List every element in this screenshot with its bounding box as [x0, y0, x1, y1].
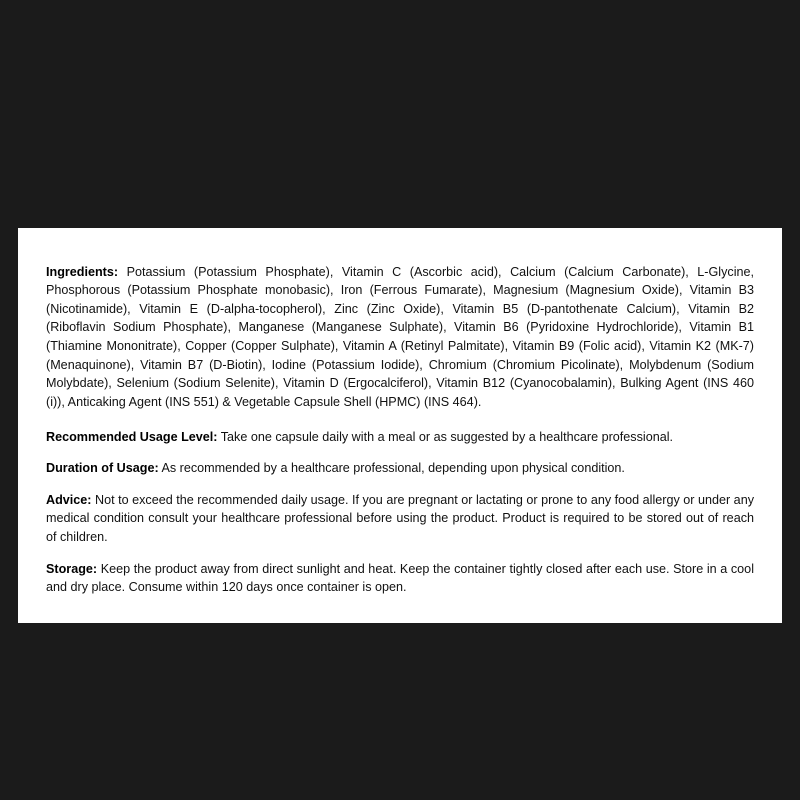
- duration-of-usage-heading: Duration of Usage:: [46, 461, 159, 476]
- storage-text: Keep the product away from direct sunlight and heat. Keep the container tightly closed after each use. Store in a cool and dry place. Consume within 120 days once container is open.: [46, 561, 754, 595]
- recommended-usage-section: [46, 428, 754, 447]
- storage-heading: Storage:: [46, 561, 98, 576]
- ingredients-heading: Ingredients:: [46, 264, 119, 279]
- ingredients-text: Potassium (Potassium Phosphate), Vitamin C (Ascorbic acid), Calcium (Calcium Carbonate), L-Glycine, Phosphorous (Potassium Phosphate monobasic), Iron (Ferrous Fumarate), Magnesium (Magnesium Oxide), Vitamin B3 (Nicotinamide), Vitamin E (D-alpha-tocopherol), Zinc (Zinc Oxide), Vitamin B5 (D-pantothenate Calcium), Vitamin B2 (Riboflavin Sodium Phosphate), Manganese (Manganese Sulphate), Vitamin B6 (Pyridoxine Hydrochloride), Vitamin B1 (Thiamine Mononitrate), Copper (Copper Sulphate), Vitamin A (Retinyl Palmitate), Vitamin B9 (Folic acid), Vitamin K2 (MK-7) (Menaquinone), Vitamin B7 (D-Biotin), Iodine (Potassium Iodide), Chromium (Chromium Picolinate), Molybdenum (Sodium Molybdate), Selenium (Sodium Selenite), Vitamin D (Ergocalciferol), Vitamin B12 (Cyanocobalamin), Bulking Agent (INS 460 (i)), Anticaking Agent (INS 551) & Vegetable Capsule Shell (HPMC) (INS 464).: [46, 264, 754, 409]
- ingredients-section: [46, 263, 754, 412]
- duration-of-usage-section: [46, 459, 754, 478]
- label-panel: [18, 228, 782, 623]
- advice-text: Not to exceed the recommended daily usage. If you are pregnant or lactating or prone to any food allergy or under any medical condition consult your healthcare professional before using the product. Product is required to be stored out of reach of children.: [46, 492, 754, 545]
- advice-heading: Advice:: [46, 492, 92, 507]
- recommended-usage-text: Take one capsule daily with a meal or as suggested by a healthcare professional.: [217, 429, 673, 444]
- storage-section: [46, 560, 754, 597]
- duration-of-usage-text: As recommended by a healthcare professional, depending upon physical condition.: [158, 461, 625, 476]
- recommended-usage-heading: Recommended Usage Level:: [46, 429, 218, 444]
- advice-section: [46, 491, 754, 547]
